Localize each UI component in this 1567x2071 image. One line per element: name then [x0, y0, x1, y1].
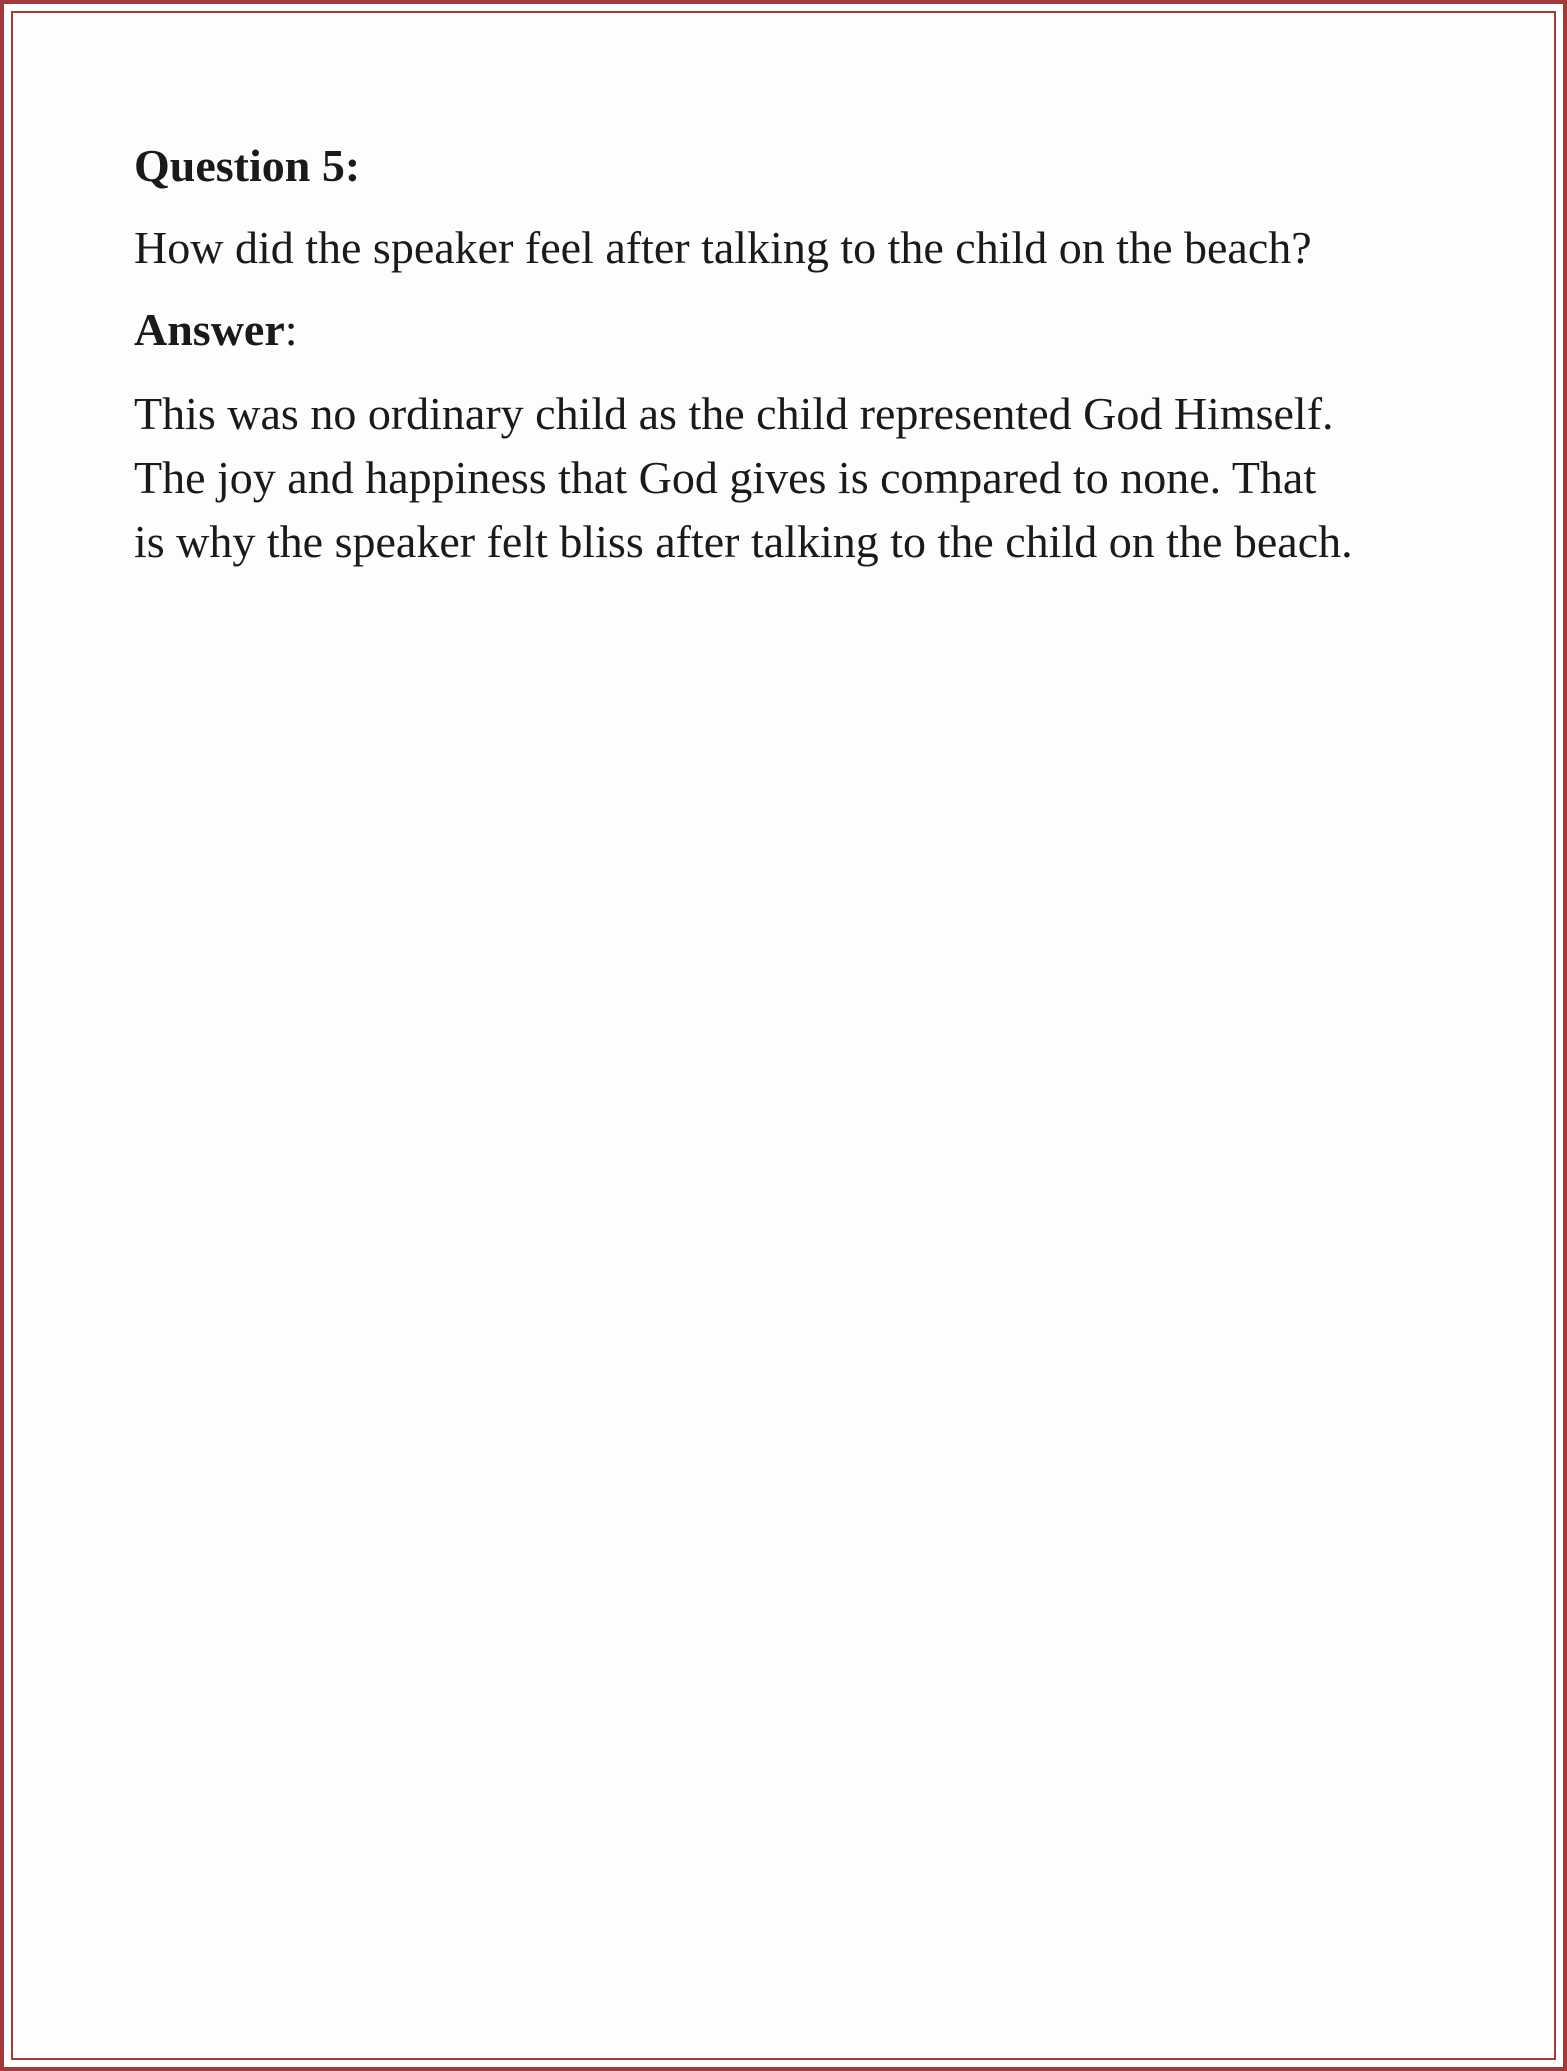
question-heading: Question 5: [134, 140, 361, 191]
answer-colon: : [284, 304, 298, 355]
document-content [134, 134, 1454, 574]
answer-label: Answer [134, 304, 285, 355]
question-text: How did the speaker feel after talking to the child on the beach? [134, 222, 1312, 273]
answer-line: This was no ordinary child as the child represented God Himself. [134, 388, 1334, 439]
answer-text [134, 382, 1454, 574]
answer-line: is why the speaker felt bliss after talking to the child on the beach. [134, 516, 1353, 567]
answer-line: The joy and happiness that God gives is compared to none. That [134, 452, 1317, 503]
answer-heading [134, 298, 1454, 362]
